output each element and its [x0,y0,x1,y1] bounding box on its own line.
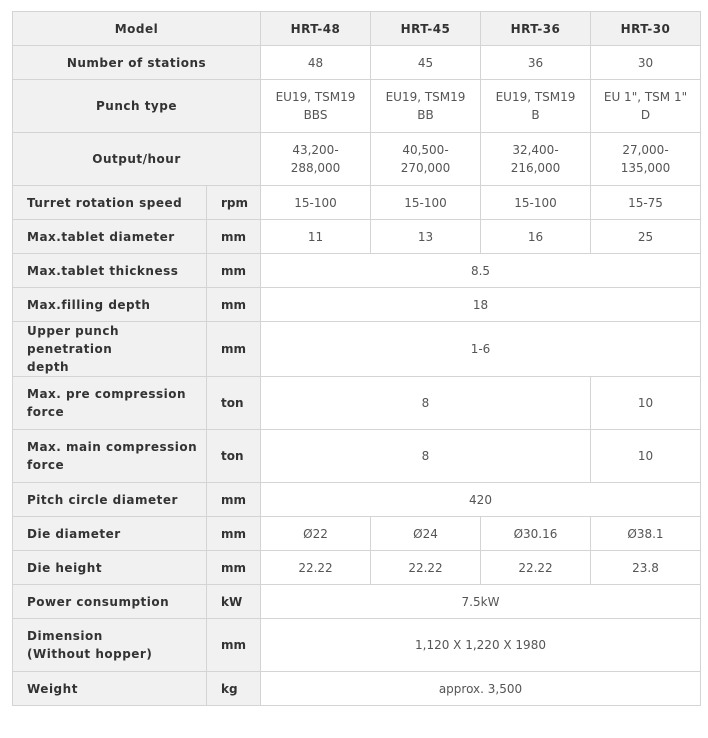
cell-value: 16 [481,220,591,254]
row-label: Max.tablet diameter [13,220,207,254]
cell-value: EU19, TSM19 BB [371,80,481,133]
table-row [13,254,701,288]
row-label: Max.filling depth [13,288,207,322]
cell-value: 40,500- 270,000 [371,133,481,186]
cell-value: 22.22 [261,551,371,585]
cell-value: Ø30.16 [481,517,591,551]
table-row [13,551,701,585]
row-label: Die diameter [13,517,207,551]
unit-label: mm [207,619,261,672]
row-label: Max. pre compression force [13,377,207,430]
cell-value: 22.22 [371,551,481,585]
cell-value: EU 1", TSM 1" D [591,80,701,133]
cell-value: 30 [591,46,701,80]
cell-value: 22.22 [481,551,591,585]
cell-value: 15-100 [371,186,481,220]
cell-value: 10 [591,377,701,430]
cell-value: 18 [261,288,701,322]
row-label: Dimension (Without hopper) [13,619,207,672]
table-row [13,220,701,254]
model-hrt-36-header: HRT-36 [481,12,591,46]
cell-value: 1,120 X 1,220 X 1980 [261,619,701,672]
row-label: Weight [13,672,207,706]
model-hrt-45-header: HRT-45 [371,12,481,46]
unit-label: mm [207,551,261,585]
table-row [13,288,701,322]
model-hrt-30-header: HRT-30 [591,12,701,46]
cell-value: 15-100 [261,186,371,220]
table-row [13,322,701,377]
cell-value: 420 [261,483,701,517]
row-label: Max. main compression force [13,430,207,483]
table-row [13,133,701,186]
table-row [13,186,701,220]
unit-label: mm [207,220,261,254]
table-row [13,619,701,672]
unit-label: kW [207,585,261,619]
model-header: Model [13,12,261,46]
unit-label: mm [207,322,261,377]
cell-value: EU19, TSM19 B [481,80,591,133]
cell-value: 8 [261,430,591,483]
header-row [13,12,701,46]
cell-value: 48 [261,46,371,80]
cell-value: 23.8 [591,551,701,585]
unit-label: mm [207,483,261,517]
cell-value: 15-100 [481,186,591,220]
cell-value: 45 [371,46,481,80]
cell-value: 27,000- 135,000 [591,133,701,186]
table-row [13,585,701,619]
cell-value: 10 [591,430,701,483]
row-label: Number of stations [13,46,261,80]
unit-label: mm [207,517,261,551]
row-label: Output/hour [13,133,261,186]
unit-label: mm [207,288,261,322]
cell-value: 43,200- 288,000 [261,133,371,186]
table-row [13,80,701,133]
table-row [13,46,701,80]
unit-label: rpm [207,186,261,220]
row-label: Pitch circle diameter [13,483,207,517]
cell-value: Ø38.1 [591,517,701,551]
row-label: Punch type [13,80,261,133]
table-row [13,430,701,483]
cell-value: 1-6 [261,322,701,377]
cell-value: Ø22 [261,517,371,551]
table-row [13,377,701,430]
row-label: Upper punch penetration depth [13,322,207,377]
row-label: Die height [13,551,207,585]
cell-value: Ø24 [371,517,481,551]
cell-value: 32,400- 216,000 [481,133,591,186]
unit-label: mm [207,254,261,288]
cell-value: 13 [371,220,481,254]
cell-value: 36 [481,46,591,80]
spec-table [12,11,701,706]
table-row [13,483,701,517]
cell-value: 8.5 [261,254,701,288]
cell-value: EU19, TSM19 BBS [261,80,371,133]
table-row [13,672,701,706]
cell-value: 8 [261,377,591,430]
cell-value: 25 [591,220,701,254]
row-label: Max.tablet thickness [13,254,207,288]
unit-label: ton [207,430,261,483]
cell-value: 11 [261,220,371,254]
model-hrt-48-header: HRT-48 [261,12,371,46]
cell-value: approx. 3,500 [261,672,701,706]
table-row [13,517,701,551]
row-label: Turret rotation speed [13,186,207,220]
cell-value: 7.5kW [261,585,701,619]
row-label: Power consumption [13,585,207,619]
unit-label: ton [207,377,261,430]
cell-value: 15-75 [591,186,701,220]
unit-label: kg [207,672,261,706]
